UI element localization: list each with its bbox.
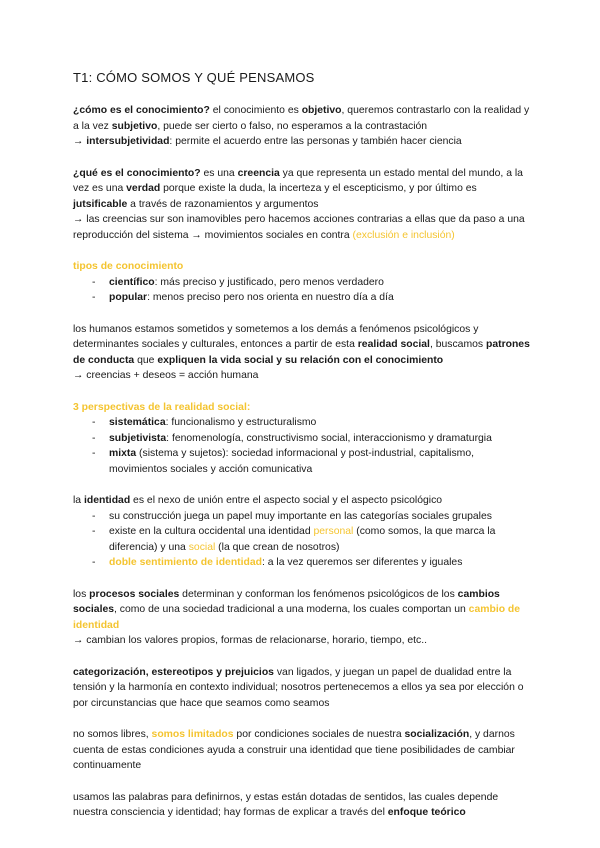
bullet-list [73, 275, 533, 306]
section-tipos [73, 259, 533, 306]
list-item: - subjetivista: fenomenología, constructivismo social, interaccionismo y dramaturgia [73, 431, 533, 447]
list-item: - sistemática: funcionalismo y estructuralismo [73, 415, 533, 431]
arrow: → [73, 136, 87, 147]
question: ¿qué es el conocimiento? [73, 167, 201, 179]
list-item: - mixta (sistema y sujetos): sociedad informacional y post-industrial, capitalismo, movimientos sociales y acción comunicativa [73, 446, 533, 477]
paragraph-humanos: los humanos estamos sometidos y sometemos a los demás a fenómenos psicológicos y determinantes sociales y culturales, entonces a partir de esta realidad social, buscamos patrones de conducta que expliquen la vida social y su relación con el conocimiento → creencias + deseos = acción humana [73, 323, 530, 381]
paragraph-libres: no somos libres, somos limitados por condiciones sociales de nuestra socialización, y darnos cuenta de estas condiciones ayuda a construir una identidad que tiene posibilidades de cambiar continuamente [73, 729, 515, 771]
document-page [73, 70, 533, 837]
list-item: - científico: más preciso y justificado, pero menos verdadero [73, 275, 533, 291]
list-item: - popular: menos preciso pero nos orienta en nuestro día a día [73, 290, 533, 306]
bullet-list [73, 509, 533, 571]
section-heading: 3 perspectivas de la realidad social: [73, 401, 251, 413]
paragraph-categorizacion: categorización, estereotipos y prejuicios van ligados, y juegan un papel de dualidad entre la tensión y la harmonía en contexto individual; nosotros pertenecemos a ellos ya sea por elección o por circunstancias que hace que seamos como seamos [73, 666, 524, 709]
list-item: - existe en la cultura occidental una identidad personal (como somos, la que marca la diferencia) y una social (la que crean de nosotros) [73, 524, 533, 555]
paragraph-procesos: los procesos sociales determinan y conforman los fenómenos psicológicos de los cambios sociales, como de una sociedad tradicional a una moderna, los cuales comportan un cambio de identidad → cambian los valores propios, formas de relacionarse, horario, tiempo, etc.. [73, 588, 521, 646]
bullet-list [73, 415, 533, 477]
paragraph-que-es: ¿qué es el conocimiento? es una creencia ya que representa un estado mental del mundo, a la vez es una verdad porque existe la duda, la incerteza y el escepticismo, y por último es jutsificable a través de razonamientos y argumentos → las creencias sur son inamovibles pero hacemos acciones contrarias a ellas que da paso a una reproducción del sistema → movimientos sociales en contra (exclusión e inclusión) [73, 167, 525, 241]
question: ¿cómo es el conocimiento? [73, 105, 210, 116]
page-title: T1: CÓMO SOMOS Y QUÉ PENSAMOS [73, 70, 315, 85]
list-item: - doble sentimiento de identidad: a la vez queremos ser diferentes y iguales [73, 555, 533, 571]
section-identidad: la identidad es el nexo de unión entre el aspecto social y el aspecto psicológico - su construcción juega un papel muy importante en las categorías sociales grupales - existe en la cultura occidental una identidad personal (como somos, la que marca la diferencia) y una social (la que crean de nosotros) - doble sentimiento de identidad: a la vez queremos ser diferentes y iguales [73, 493, 533, 571]
paragraph-conocimiento: ¿cómo es el conocimiento? el conocimiento es objetivo, queremos contrastarlo con la realidad y a la vez subjetivo, puede ser cierto o falso, no esperamos a la contrastación → intersubjetividad: permite el acuerdo entre las personas y también hacer ciencia [73, 105, 530, 147]
section-heading: tipos de conocimiento [73, 261, 184, 272]
highlight-text: (exclusión e inclusión) [352, 229, 455, 241]
paragraph-palabras: usamos las palabras para definirnos, y estas están dotadas de sentidos, las cuales depende nuestra consciencia y identidad; hay formas de explicar a través del enfoque teórico [73, 791, 499, 818]
section-perspectivas [73, 400, 533, 478]
list-item: - su construcción juega un papel muy importante en las categorías sociales grupales [73, 509, 533, 525]
